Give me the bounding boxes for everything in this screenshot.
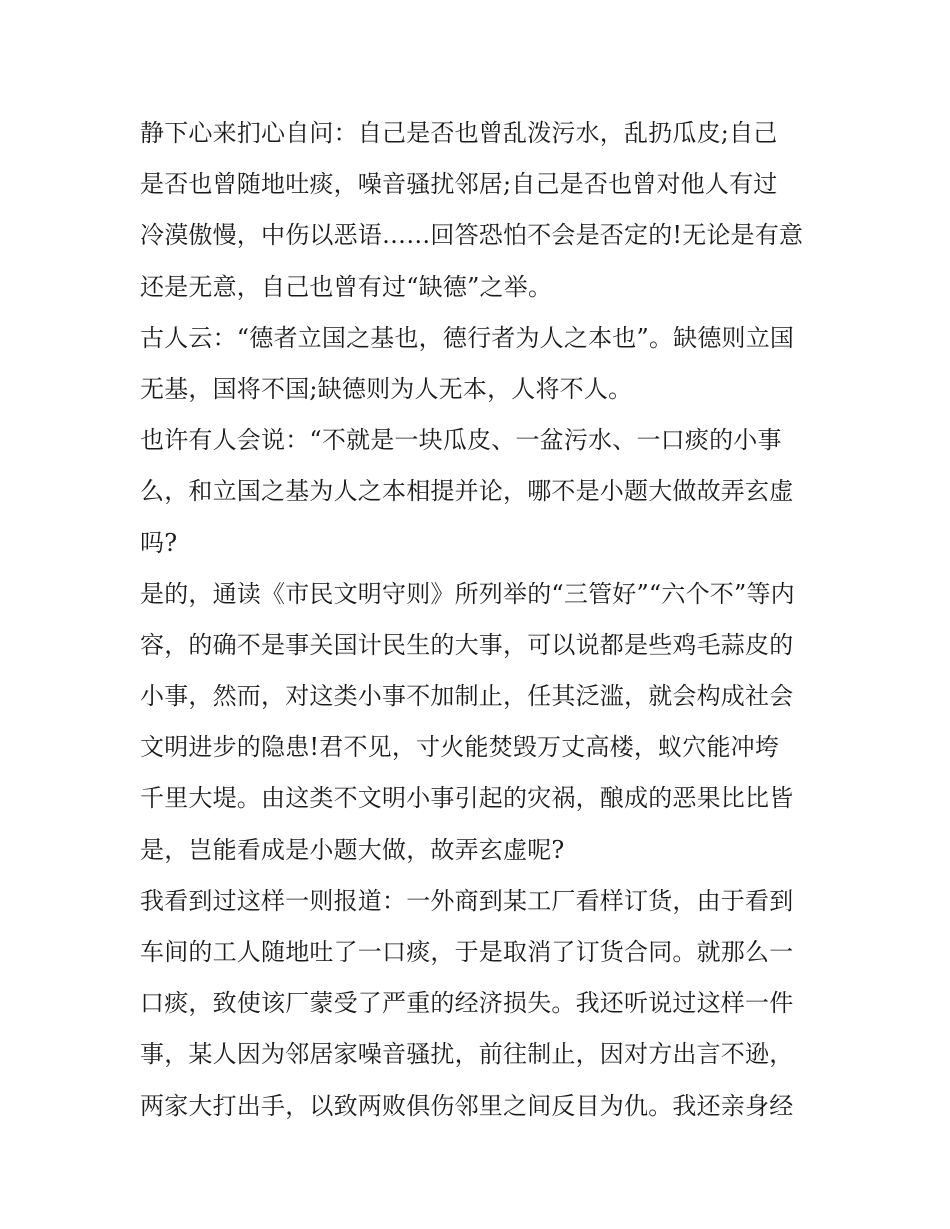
text-line-1: 静下心来扪心自问：自己是否也曾乱泼污水，乱扔瓜皮;自己 — [140, 119, 778, 147]
text-line-7: 也许有人会说：“不就是一块瓜皮、一盆污水、一口痰的小事 — [140, 426, 782, 455]
text-line-19: 事，某人因为邻居家噪音骚扰，前往制止，因对方出言不逊， — [140, 1040, 794, 1069]
text-line-16: 我看到过这样一则报道：一外商到某工厂看样订货，由于看到 — [140, 886, 794, 915]
text-line-2: 是否也曾随地吐痰，噪音骚扰邻居;自己是否也曾对他人有过 — [140, 170, 778, 199]
text-line-6: 无基，国将不国;缺德则为人无本，人将不人。 — [140, 374, 633, 403]
text-line-13: 文明进步的隐患!君不见，寸火能焚毁万丈高楼，蚁穴能冲垮 — [140, 733, 780, 762]
text-line-10: 是的，通读《市民文明守则》所列举的“三管好”“六个不”等内 — [140, 579, 795, 608]
text-line-17: 车间的工人随地吐了一口痰，于是取消了订货合同。就那么一 — [140, 938, 794, 966]
text-line-14: 千里大堤。由这类不文明小事引起的灾祸，酿成的恶果比比皆 — [140, 784, 794, 813]
text-line-9: 吗? — [140, 528, 178, 557]
text-line-15: 是，岂能看成是小题大做，故弄玄虚呢? — [140, 835, 565, 864]
text-line-3: 冷漠傲慢，中伤以恶语……回答恐怕不会是否定的!无论是有意 — [140, 221, 804, 250]
text-line-20: 两家大打出手，以致两败俱伤邻里之间反目为仇。我还亲身经 — [140, 1091, 794, 1120]
text-line-5: 古人云：“德者立国之基也，德行者为人之本也”。缺德则立国 — [140, 323, 795, 352]
body-text — [140, 108, 820, 1132]
text-line-18: 口痰，致使该厂蒙受了严重的经济损失。我还听说过这样一件 — [140, 989, 794, 1018]
text-line-11: 容，的确不是事关国计民生的大事，可以说都是些鸡毛蒜皮的 — [140, 630, 794, 659]
text-line-12: 小事，然而，对这类小事不加制止，任其泛滥，就会构成社会 — [140, 682, 794, 711]
text-line-4: 还是无意，自己也曾有过“缺德”之举。 — [140, 272, 553, 301]
text-line-8: 么，和立国之基为人之本相提并论，哪不是小题大做故弄玄虚 — [140, 477, 794, 506]
